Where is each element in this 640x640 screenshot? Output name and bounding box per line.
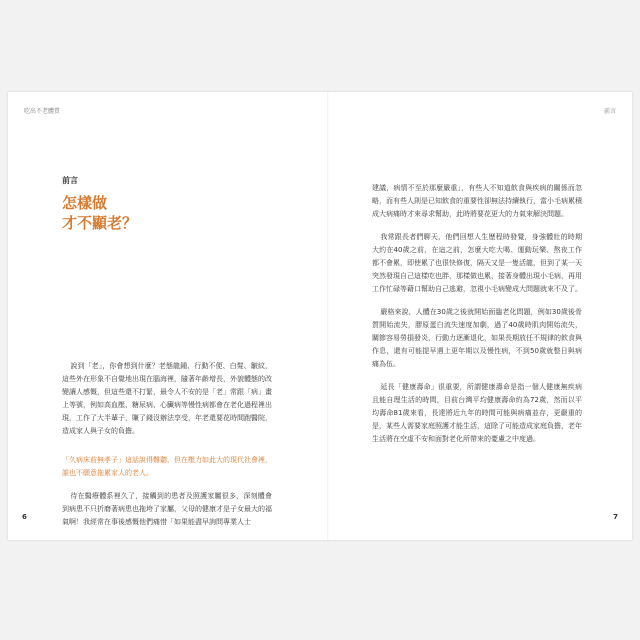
section-label: 前言 [62,176,78,185]
book-spread [8,92,632,540]
right-page-number: 7 [613,513,618,521]
left-page-body [62,360,272,539]
left-running-head: 吃出不老體質 [24,108,61,115]
pull-quote: 「久病床前無孝子」這話說得難聽，但在壓力如此大的現代社會裡，誰也不願意拖累家人的老人。 [62,456,272,477]
left-paragraph-1: 說到「老」，你會想到什麼？老態龍鍾、行動不便、白髮、皺紋，這些外在形象不自覺地出現在腦海裡，隨著年齡增長，外貌體態的改變讓人感慨，但這些還不打緊，最令人不安的是「老」常跟「病」畫上等號，例如高血壓、糖尿病、心臟病等慢性病都會在老化過程裡出現，工作了大半輩子，賺了錢沒辦法享受，年老還要花時間跑醫院，造成家人與子女的負擔。 [62,362,272,435]
chapter-title [62,193,137,233]
right-paragraph-1: 建議，病情不至於那麼嚴重」，有些人不知道飲食與疾病的關係而忽略，而有些人則是已知飲食的重要性卻無法持續執行，當小毛病累積成大病痛時才來尋求幫助，此時將要花更大的力氣來解決問題。 [372,184,582,218]
right-page-body [372,182,582,456]
book-gutter [327,92,329,540]
title-line-2: 才不顯老？ [62,214,138,232]
left-page-number: 6 [22,513,27,521]
right-paragraph-2: 我常跟長者們聊天，他們回想人生歷程時發覺，身強體壯的時期大約在40歲之前，在這之前，怎麼大吃大喝、運動玩樂、熬夜工作都不會累，即使累了也很快修復，隔天又是一隻活龍，但到了某一天突然發現自己這樣吃也胖，那樣做也累，接著身體出現小毛病，再用工作忙碌等藉口幫助自己逃避，忽視小毛病變成大問題就來不及了。 [372,233,582,293]
left-paragraph-2: 待在醫療體系裡久了，接觸到的患者及照護家屬很多，深刻體會到病患不只折磨著病患也拖垮了家屬，父母的健康才是子女最大的福氣啊！我經常在事後感慨他們痛惜「如果能盡早詢問專業人士 [62,492,272,526]
right-running-head: 前言 [603,108,616,115]
right-paragraph-3: 嚴格來說，人體在30歲之後就開始面臨老化問題，例如30歲後骨質開始流失，膠原蛋白流失速度加劇，過了40歲時肌肉開始流失，關節容易勞損發炎，行動力逐漸退化，如果長期放任不規律的飲食與作息，還有可能提早遇上更年期以及慢性病，不到50歲就整日與病痛為伍。 [372,308,582,368]
title-line-1: 怎樣做 [62,194,108,212]
right-paragraph-4: 延長「健康壽命」很重要，所謂健康壽命是指一個人健康無疾病且能自理生活的時間，目前台灣平均健康壽命約為72歲，然而以平均壽命81歲來看，長達將近九年的時間可能與病痛並存，更嚴重的是，某些人需要家庭照護才能生活，這除了可能造成家庭負擔，老年生活將在空虛不安和面對老化所帶來的憂慮之中度過。 [372,383,582,443]
